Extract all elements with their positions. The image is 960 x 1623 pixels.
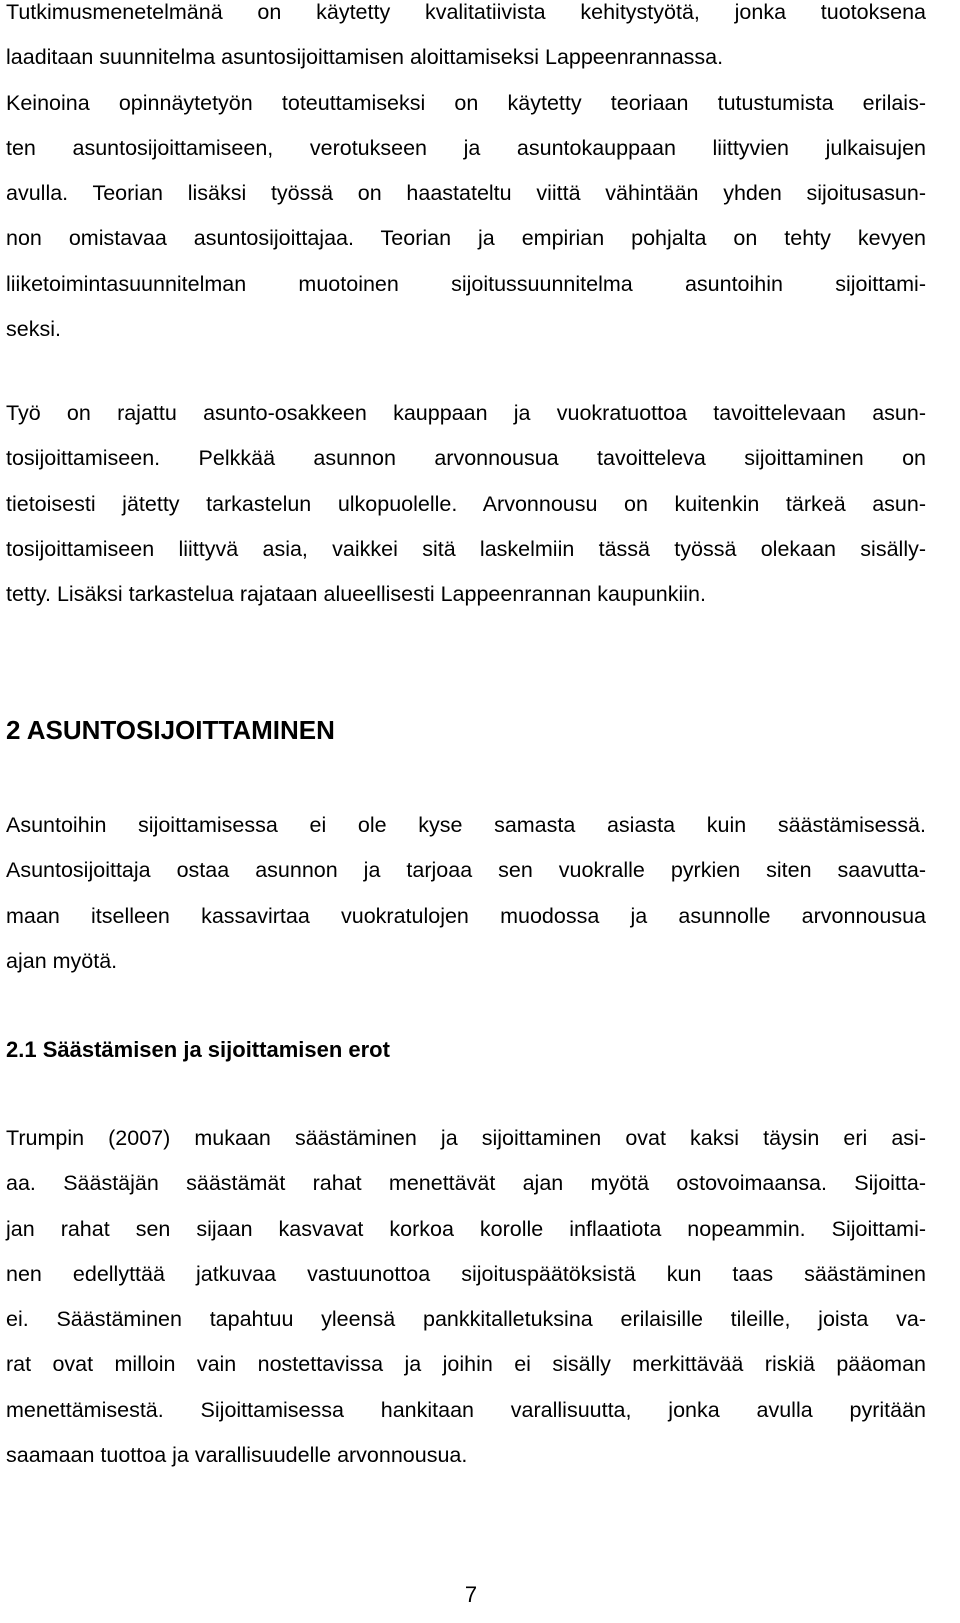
text-line: Työ on rajattu asunto-osakkeen kauppaan ja vuokratuottoa tavoittelevaan asun- [6,401,926,425]
section-heading: 2.1 Säästämisen ja sijoittamisen erot [6,1037,390,1062]
text-line: laaditaan suunnitelma asuntosijoittamisen aloittamiseksi Lappeenrannassa. [6,45,724,70]
text-line: ajan myötä. [6,948,118,973]
paragraph-research-method [6,0,926,352]
text-line: ei. Säästäminen tapahtuu yleensä pankkitalletuksina erilaisille tileille, joista va- [6,1307,926,1332]
text-line: Asuntosijoittaja ostaa asunnon ja tarjoaa sen vuokralle pyrkien siten saavutta- [6,858,926,883]
paragraph-scope [6,391,926,617]
paragraph-saving-vs-investing [6,1116,926,1478]
text-line: ten asuntosijoittamiseen, verotukseen ja asuntokauppaan liittyvien julkaisujen [6,135,926,160]
text-line: seksi. [6,317,61,342]
text-line: tietoisesti jätetty tarkastelun ulkopuolelle. Arvonnousu on kuitenkin tärkeä asun- [6,491,926,516]
text-line: avulla. Teorian lisäksi työssä on haastateltu viittä vähintään yhden sijoitusasun- [6,181,926,206]
text-line: saamaan tuottoa ja varallisuudelle arvonnousua. [6,1443,468,1468]
text-line: Keinoina opinnäytetyön toteuttamiseksi on käytetty teoriaan tutustumista erilais- [6,90,926,115]
text-line: jan rahat sen sijaan kasvavat korkoa korolle inflaatiota nopeammin. Sijoittami- [6,1216,926,1241]
text-line: rat ovat milloin vain nostettavissa ja joihin ei sisälly merkittävää riskiä pääoman [6,1352,926,1377]
text-line: non omistavaa asuntosijoittajaa. Teorian ja empirian pohjalta on tehty kevyen [6,226,926,251]
chapter-heading: 2 ASUNTOSIJOITTAMINEN [6,715,335,745]
text-line: Tutkimusmenetelmänä on käytetty kvalitatiivista kehitystyötä, jonka tuotoksena [6,0,926,24]
text-line: menettämisestä. Sijoittamisessa hankitaan varallisuutta, jonka avulla pyritään [6,1397,926,1422]
text-line: Trumpin (2007) mukaan säästäminen ja sijoittaminen ovat kaksi täysin eri asi- [6,1126,926,1150]
text-line: tosijoittamiseen. Pelkkää asunnon arvonnousua tavoitteleva sijoittaminen on [6,446,926,471]
text-line: nen edellyttää jatkuvaa vastuunottoa sijoituspäätöksistä kun taas säästäminen [6,1261,926,1286]
text-line: tetty. Lisäksi tarkastelua rajataan alueellisesti Lappeenrannan kaupunkiin. [6,582,706,607]
text-line: liiketoimintasuunnitelman muotoinen sijoitussuunnitelma asuntoihin sijoittami- [6,271,926,296]
text-line: aa. Säästäjän säästämät rahat menettävät ajan myötä ostovoimaansa. Sijoitta- [6,1171,926,1196]
text-line: Asuntoihin sijoittamisessa ei ole kyse samasta asiasta kuin säästämisessä. [6,813,926,837]
text-line: tosijoittamiseen liittyvä asia, vaikkei sitä laskelmiin tässä työssä olekaan sisälly- [6,536,926,561]
page-number: 7 [464,1582,478,1607]
text-line: maan itselleen kassavirtaa vuokratulojen muodossa ja asunnolle arvonnousua [6,903,926,928]
paragraph-chapter-intro [6,803,926,984]
